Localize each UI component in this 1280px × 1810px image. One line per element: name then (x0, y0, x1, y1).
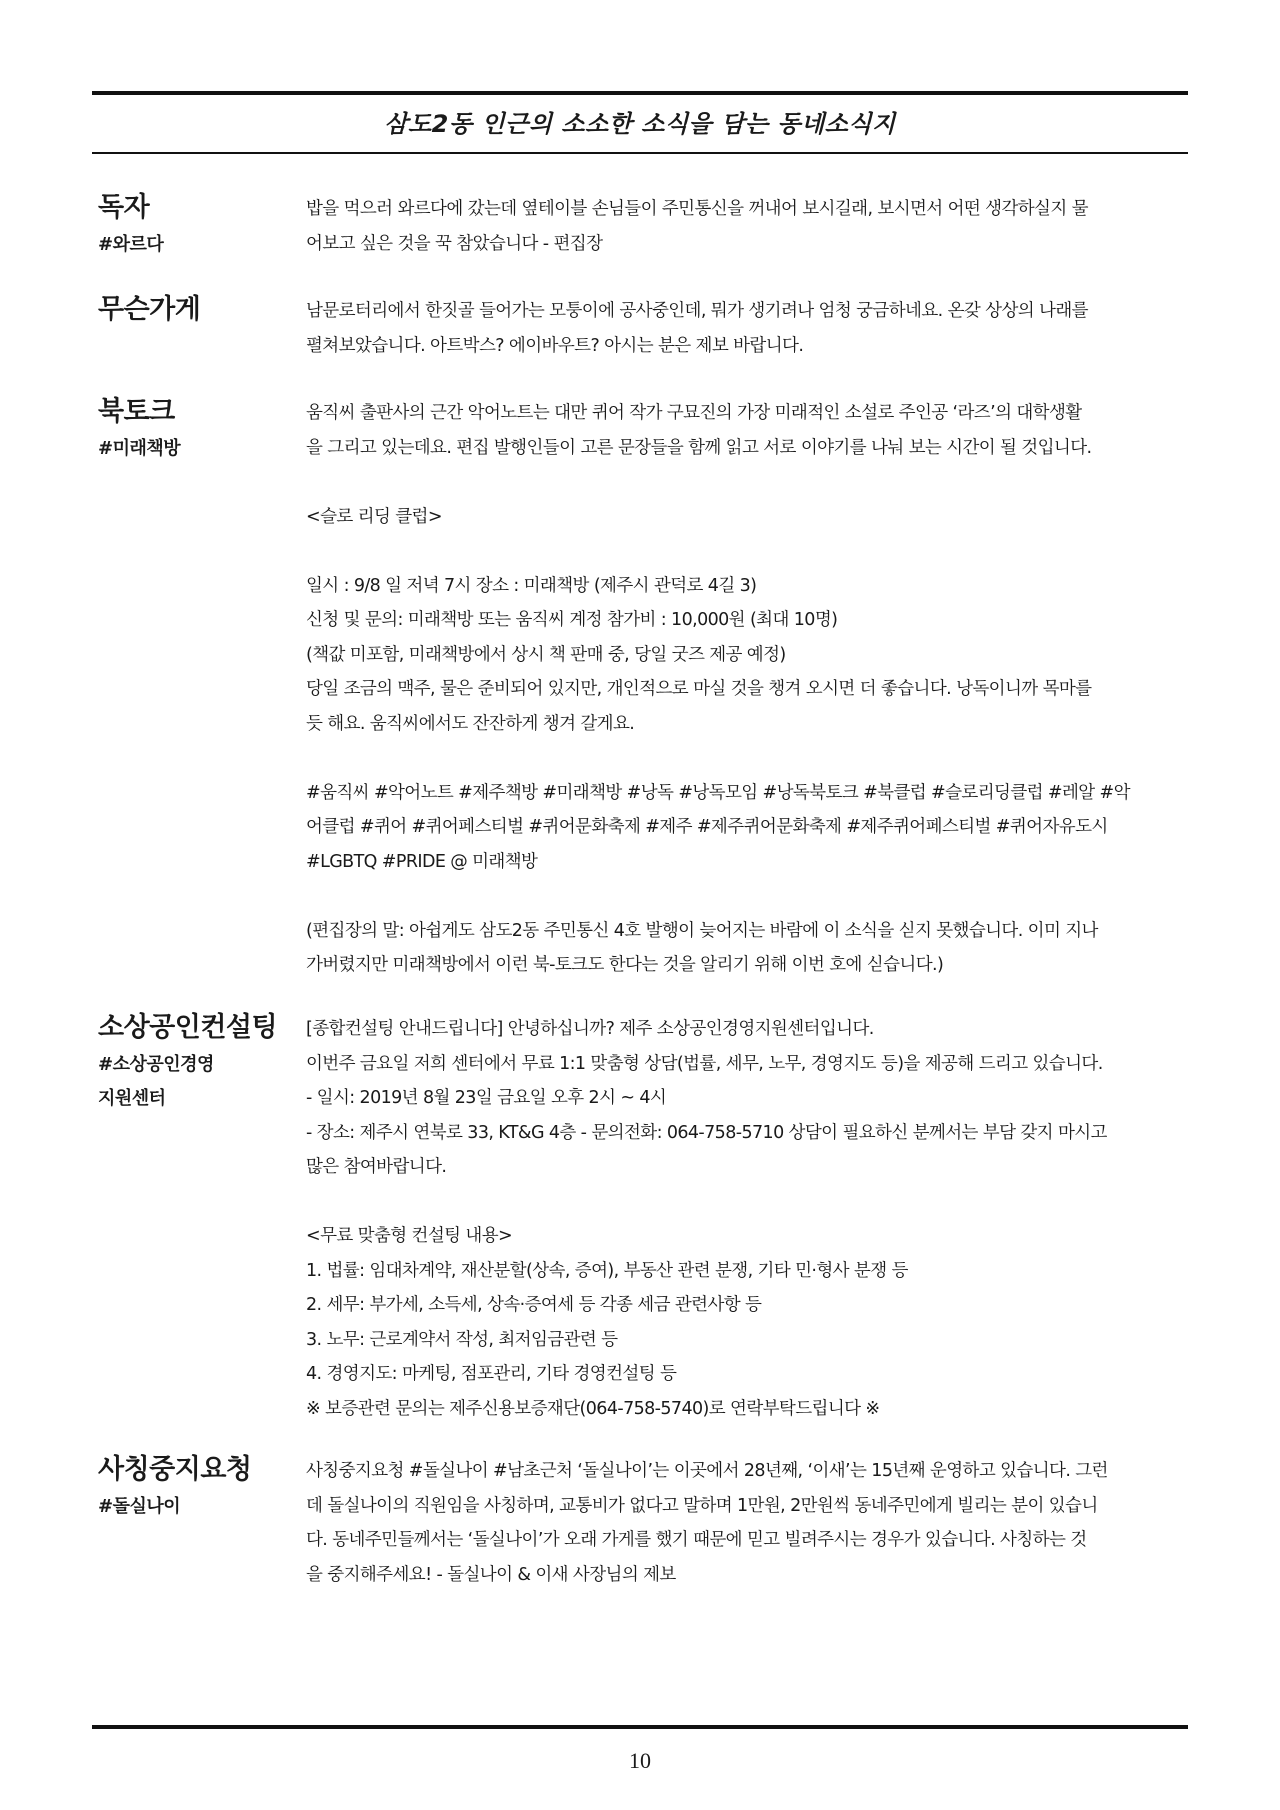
section-heading (98, 394, 298, 466)
body-line: 어클럽 #퀴어 #퀴어페스티벌 #퀴어문화축제 #제주 #제주퀴어문화축제 #제주퀴어페스티벌 #퀴어자유도시 (306, 817, 1108, 837)
body-line: 일시 : 9/8 일 저녁 7시 장소 : 미래책방 (제주시 관덕로 4길 3) (306, 575, 757, 596)
section-tag: #돌실나이 (98, 1496, 181, 1517)
section-title: 사칭중지요청 (98, 1454, 252, 1485)
section-tag: #소상공인경영 (98, 1054, 214, 1075)
header-top-rule (92, 91, 1188, 95)
body-line: ※ 보증관련 문의는 제주신용보증재단(064-758-5740)로 연락부탁드립니다 ※ (306, 1398, 880, 1419)
section-tag-continued: 지원센터 (98, 1088, 166, 1109)
section-body (306, 396, 1188, 983)
body-line: - 장소: 제주시 연북로 33, KT&G 4층 - 문의전화: 064-758-5710 상담이 필요하신 분께서는 부담 갖지 마시고 (306, 1122, 1107, 1143)
body-line: 남문로터리에서 한짓골 들어가는 모퉁이에 공사중인데, 뭐가 생기려나 엄청 궁금하네요. 온갖 상상의 나래를 (306, 301, 1088, 321)
section-title: 독자 (98, 192, 150, 223)
section-body (306, 192, 1188, 261)
body-line: (책값 미포함, 미래책방에서 상시 책 판매 중, 당일 굿즈 제공 예정) (306, 644, 786, 665)
body-line: 신청 및 문의: 미래책방 또는 움직씨 계정 참가비 : 10,000원 (최대 10명) (306, 610, 838, 630)
section-body (306, 294, 1188, 363)
body-line: (편집장의 말: 아쉽게도 삼도2동 주민통신 4호 발행이 늦어지는 바람에 이 소식을 싣지 못했습니다. 이미 지나 (306, 920, 1098, 941)
body-line: 가버렸지만 미래책방에서 이런 북-토크도 한다는 것을 알리기 위해 이번 호에 싣습니다.) (306, 955, 944, 975)
page-number: 10 (629, 1748, 651, 1773)
section-body (306, 1454, 1188, 1592)
body-line: 4. 경영지도: 마케팅, 점포관리, 기타 경영컨설팅 등 (306, 1364, 677, 1384)
section-heading (98, 1010, 298, 1116)
body-line: 밥을 먹으러 와르다에 갔는데 옆테이블 손님들이 주민통신을 꺼내어 보시길래, 보시면서 어떤 생각하실지 물 (306, 199, 1088, 219)
body-line: 1. 법률: 임대차계약, 재산분할(상속, 증여), 부동산 관련 분쟁, 기타 민·형사 분쟁 등 (306, 1260, 908, 1281)
body-line: 다. 동네주민들께서는 ‘돌실나이’가 오래 가게를 했기 때문에 믿고 빌려주시는 경우가 있습니다. 사칭하는 것 (306, 1530, 1087, 1550)
body-line: 데 돌실나이의 직원임을 사칭하며, 교통비가 없다고 말하며 1만원, 2만원씩 동네주민에게 빌리는 분이 있습니 (306, 1495, 1098, 1516)
section-title: 소상공인컨설팅 (98, 1012, 278, 1043)
body-line: 펼쳐보았습니다. 아트박스? 에이바우트? 아시는 분은 제보 바랍니다. (306, 335, 804, 356)
section-heading (98, 292, 298, 328)
section-heading (98, 190, 298, 262)
header-bottom-rule (92, 152, 1188, 154)
body-line: 움직씨 출판사의 근간 악어노트는 대만 퀴어 작가 구묘진의 가장 미래적인 소설로 주인공 ‘라즈’의 대학생활 (306, 403, 1082, 423)
body-line: [종합컨설팅 안내드립니다] 안녕하십니까? 제주 소상공인경영지원센터입니다. (306, 1019, 874, 1039)
body-line: 이번주 금요일 저희 센터에서 무료 1:1 맞춤형 상담(법률, 세무, 노무, 경영지도 등)을 제공해 드리고 있습니다. (306, 1053, 1103, 1074)
body-line: 2. 세무: 부가세, 소득세, 상속·증여세 등 각종 세금 관련사항 등 (306, 1295, 762, 1315)
body-line: <무료 맞춤형 컨설팅 내용> (306, 1226, 513, 1246)
body-line: <슬로 리딩 클럽> (306, 506, 442, 527)
section-tag: #와르다 (98, 234, 164, 255)
section-title: 북토크 (98, 396, 175, 427)
body-line: #움직씨 #악어노트 #제주책방 #미래책방 #낭독 #낭독모임 #낭독북토크 #북클럽 #슬로리딩클럽 #레알 #악 (306, 782, 1130, 803)
body-line: - 일시: 2019년 8월 23일 금요일 오후 2시 ~ 4시 (306, 1088, 667, 1108)
body-line: 을 중지해주세요! - 돌실나이 & 이새 사장님의 제보 (306, 1564, 676, 1585)
body-line: 3. 노무: 근로계약서 작성, 최저임금관련 등 (306, 1329, 618, 1350)
body-line: 사칭중지요청 #돌실나이 #남초근처 ‘돌실나이’는 이곳에서 28년째, ‘이새’는 15년째 운영하고 있습니다. 그런 (306, 1461, 1108, 1481)
body-line: 을 그리고 있는데요. 편집 발행인들이 고른 문장들을 함께 읽고 서로 이야기를 나눠 보는 시간이 될 것입니다. (306, 437, 1092, 458)
section-title: 무슨가게 (98, 294, 201, 325)
section-heading (98, 1452, 298, 1524)
body-line: 많은 참여바랍니다. (306, 1157, 447, 1177)
body-line: #LGBTQ #PRIDE @ 미래책방 (306, 851, 538, 872)
body-line: 어보고 싶은 것을 꾹 참았습니다 - 편집장 (306, 233, 603, 254)
section-body (306, 1012, 1188, 1426)
body-line: 듯 해요. 움직씨에서도 잔잔하게 챙겨 갈게요. (306, 713, 635, 734)
section-tag: #미래책방 (98, 438, 181, 459)
newsletter-title: 삼도2동 인근의 소소한 소식을 담는 동네소식지 (384, 110, 896, 138)
body-line: 당일 조금의 맥주, 물은 준비되어 있지만, 개인적으로 마실 것을 챙겨 오시면 더 좋습니다. 낭독이니까 목마를 (306, 679, 1092, 699)
footer-rule (92, 1725, 1188, 1729)
